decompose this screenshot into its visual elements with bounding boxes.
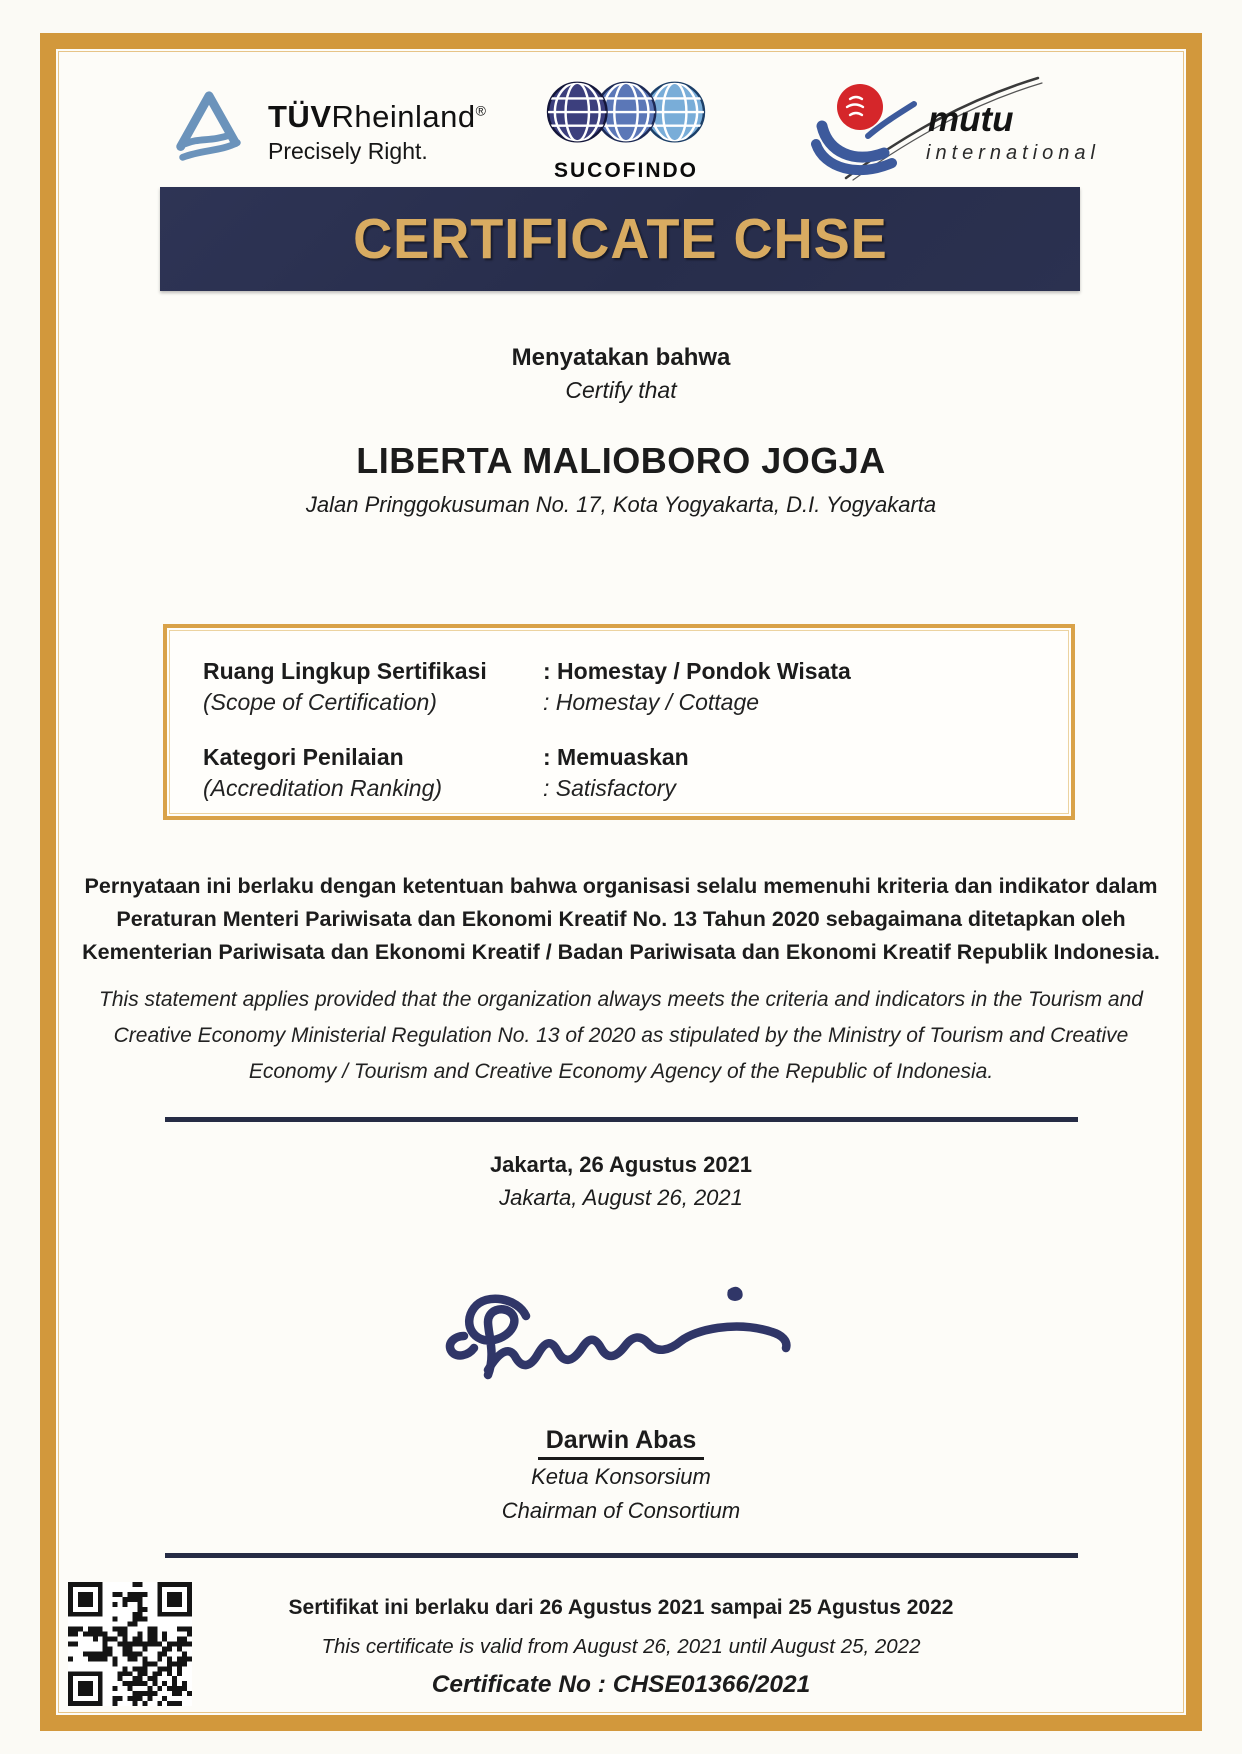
divider-line-bottom	[165, 1553, 1078, 1558]
three-globes-icon	[541, 139, 711, 156]
statement-indonesian: Pernyataan ini berlaku dengan ketentuan bahwa organisasi selalu memenuhi kriteria dan indikator dalam Peraturan Menteri Pariwisata dan Ekonomi Kreatif No. 13 Tahun 2020 sebagaimana ditetapkan oleh Kementerian Pariwisata dan Ekonomi Kreatif / Badan Pariwisata dan Ekonomi Kreatif Republik Indonesia.	[82, 874, 1160, 964]
tuv-tagline: Precisely Right.	[268, 137, 428, 164]
validity-indonesian: Sertifikat ini berlaku dari 26 Agustus 2021 sampai 25 Agustus 2022	[288, 1596, 954, 1619]
sucofindo-logo	[538, 76, 714, 183]
recipient-address: Jalan Pringgokusuman No. 17, Kota Yogyakarta, D.I. Yogyakarta	[305, 492, 937, 517]
signatory-title-english: Chairman of Consortium	[501, 1498, 741, 1523]
scope-value: : Homestay / Pondok Wisata : Homestay / Cottage	[543, 658, 851, 715]
dateline-english: Jakarta, August 26, 2021	[499, 1185, 743, 1210]
mutu-international-logo	[806, 74, 1100, 184]
divider-line-top	[165, 1117, 1078, 1122]
tuv-wordmark	[268, 99, 486, 165]
statement-english: This statement applies provided that the organization always meets the criteria and indicators in the Tourism and Creative Economy Ministerial Regulation No. 13 of 2020 as stipulated by the Ministry of Tourism and Creative Economy / Tourism and Creative Economy Agency of the Republic of Indonesia.	[99, 988, 1143, 1083]
validity-english: This certificate is valid from August 26, 2021 until August 25, 2022	[321, 1635, 921, 1658]
signatory-name: Darwin Abas	[0, 1426, 1242, 1455]
intro-english: Certify that	[565, 377, 677, 403]
mutu-subtitle: international	[926, 142, 1100, 164]
recipient-name: LIBERTA MALIOBORO JOGJA	[356, 440, 886, 481]
dateline-indonesian: Jakarta, 26 Agustus 2021	[489, 1152, 753, 1177]
ranking-value: : Memuaskan : Satisfactory	[543, 744, 689, 801]
certificate-title: CERTIFICATE CHSE	[352, 207, 888, 271]
swoosh-ball-icon	[806, 171, 1076, 188]
tuv-triangle-icon	[168, 88, 250, 175]
signature-handwriting	[420, 1278, 820, 1418]
intro-indonesian: Menyatakan bahwa	[511, 344, 731, 371]
tuv-rheinland-logo	[168, 88, 486, 175]
mutu-wordmark: mutu	[928, 100, 1014, 139]
scope-label: Ruang Lingkup Sertifikasi (Scope of Certification)	[203, 658, 487, 715]
sucofindo-wordmark: SUCOFINDO	[554, 159, 698, 182]
certification-details-box	[163, 624, 1075, 820]
ranking-label: Kategori Penilaian (Accreditation Ranking)	[203, 744, 443, 801]
signatory-title-indonesian: Ketua Konsorsium	[531, 1464, 711, 1489]
tuv-brand-text: TÜVRheinland®	[268, 98, 487, 134]
certificate-title-banner	[160, 187, 1080, 291]
certificate-number: Certificate No : CHSE01366/2021	[431, 1671, 811, 1698]
